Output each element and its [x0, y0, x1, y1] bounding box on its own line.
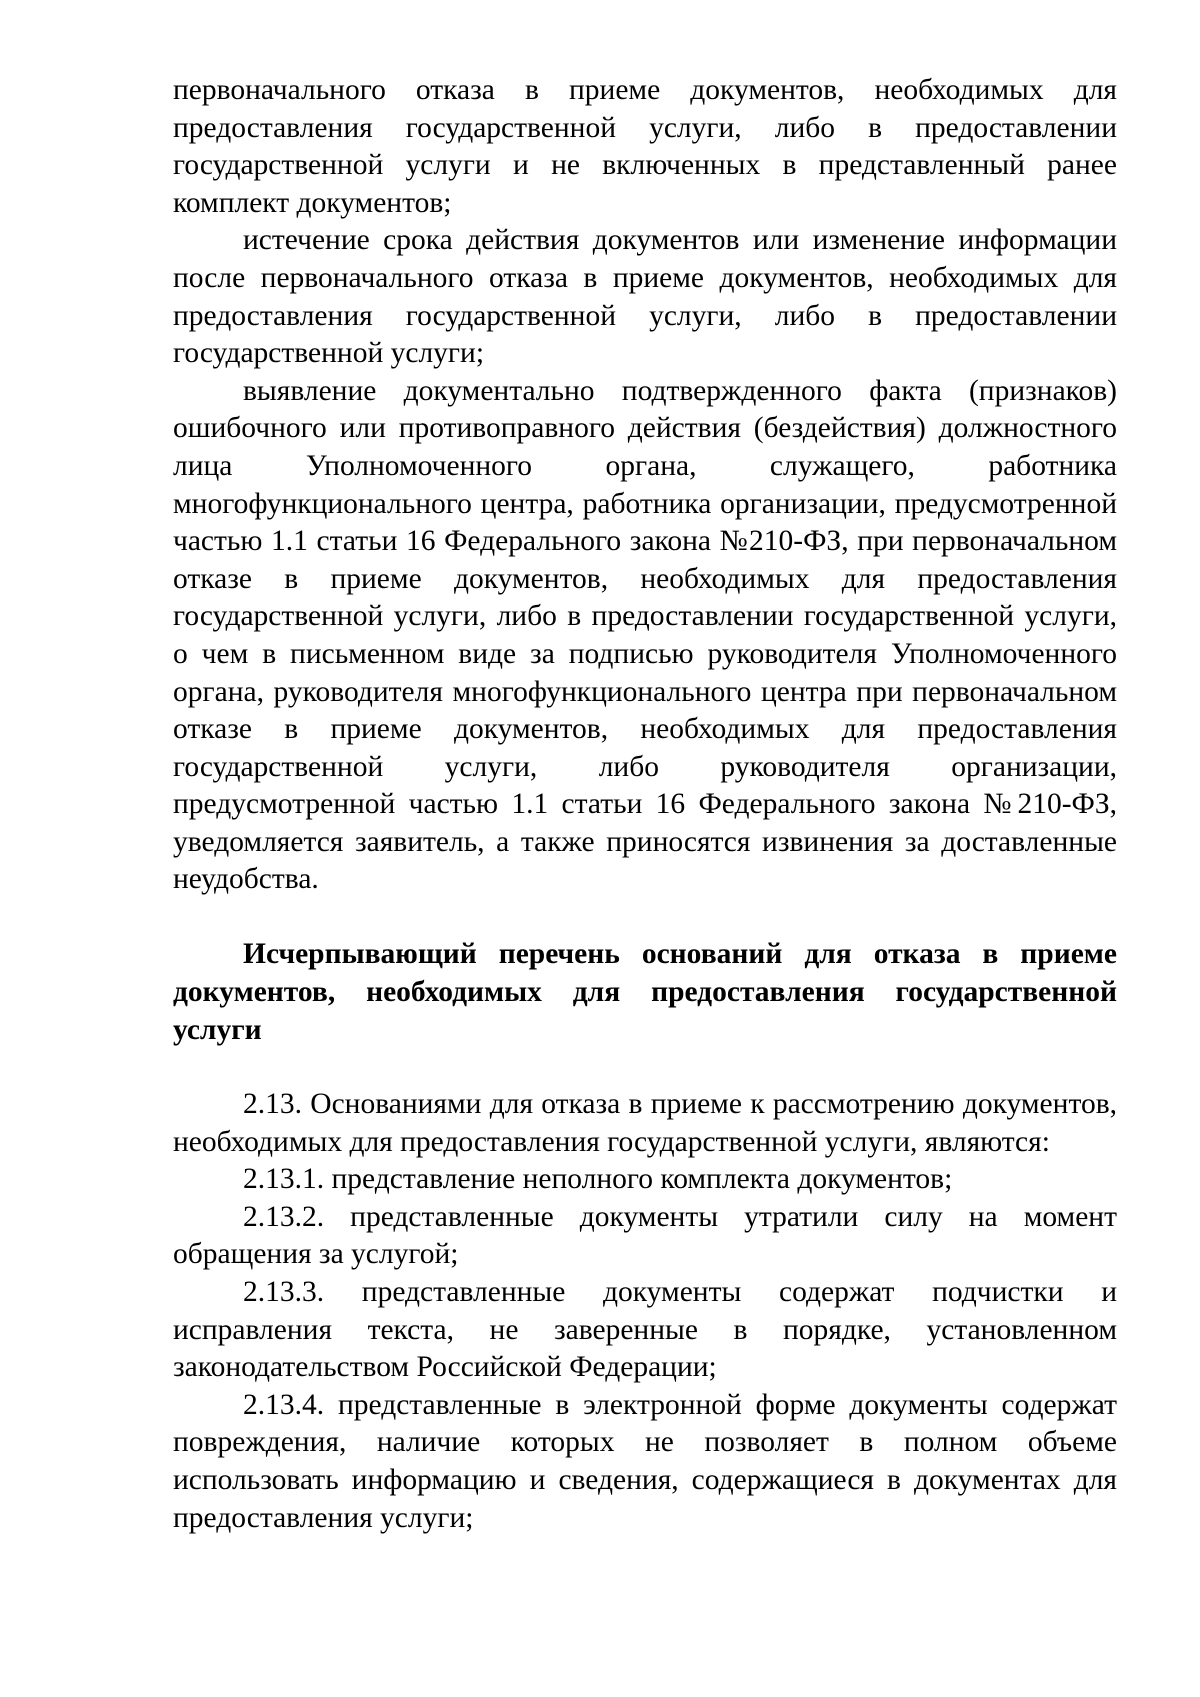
paragraph-error-detection: выявление документально подтвержденного факта (признаков) ошибочного или противоправного действия (бездействия) должностного лица Уполномоченного органа, служащего, работника многофункционального центра, работника организации, предусмотренной частью 1.1 статьи 16 Федерального закона №210-ФЗ, при первоначальном отказе в приеме документов, необходимых для предоставления государственной услуги, либо в предоставлении государственной услуги, о чем в письменном виде за подписью руководителя Уполномоченного органа, руководителя многофункционального центра при первоначальном отказе в приеме документов, необходимых для предоставления государственной услуги, либо руководителя организации, предусмотренной частью 1.1 статьи 16 Федерального закона №210-ФЗ, уведомляется заявитель, а также приносятся извинения за доставленные неудобства. — [173, 374, 1117, 896]
document-page — [173, 72, 1117, 1537]
paragraph-2-13-4: 2.13.4. представленные в электронной форме документы содержат повреждения, наличие которых не позволяет в полном объеме использовать информацию и сведения, содержащиеся в документах для предоставления услуги; — [173, 1388, 1117, 1534]
paragraph-expiry: истечение срока действия документов или изменение информации после первоначального отказа в приеме документов, необходимых для предоставления государственной услуги, либо в предоставлении государственной услуги; — [173, 224, 1117, 370]
paragraph-initial-refusal: первоначального отказа в приеме документов, необходимых для предоставления государственной услуги, либо в предоставлении государственной услуги и не включенных в представленный ранее комплект документов; — [173, 74, 1117, 219]
section-heading: Исчерпывающий перечень оснований для отказа в приеме документов, необходимых для предоставления государственной услуги — [173, 938, 1117, 1047]
paragraph-2-13-1: 2.13.1. представление неполного комплекта документов; — [243, 1163, 953, 1196]
paragraph-2-13: 2.13. Основаниями для отказа в приеме к рассмотрению документов, необходимых для предоставления государственной услуги, являются: — [173, 1088, 1117, 1158]
paragraph-2-13-2: 2.13.2. представленные документы утратили силу на момент обращения за услугой; — [173, 1200, 1117, 1271]
paragraph-2-13-3: 2.13.3. представленные документы содержат подчистки и исправления текста, не заверенные в порядке, установленном законодательством Российской Федерации; — [173, 1276, 1117, 1384]
